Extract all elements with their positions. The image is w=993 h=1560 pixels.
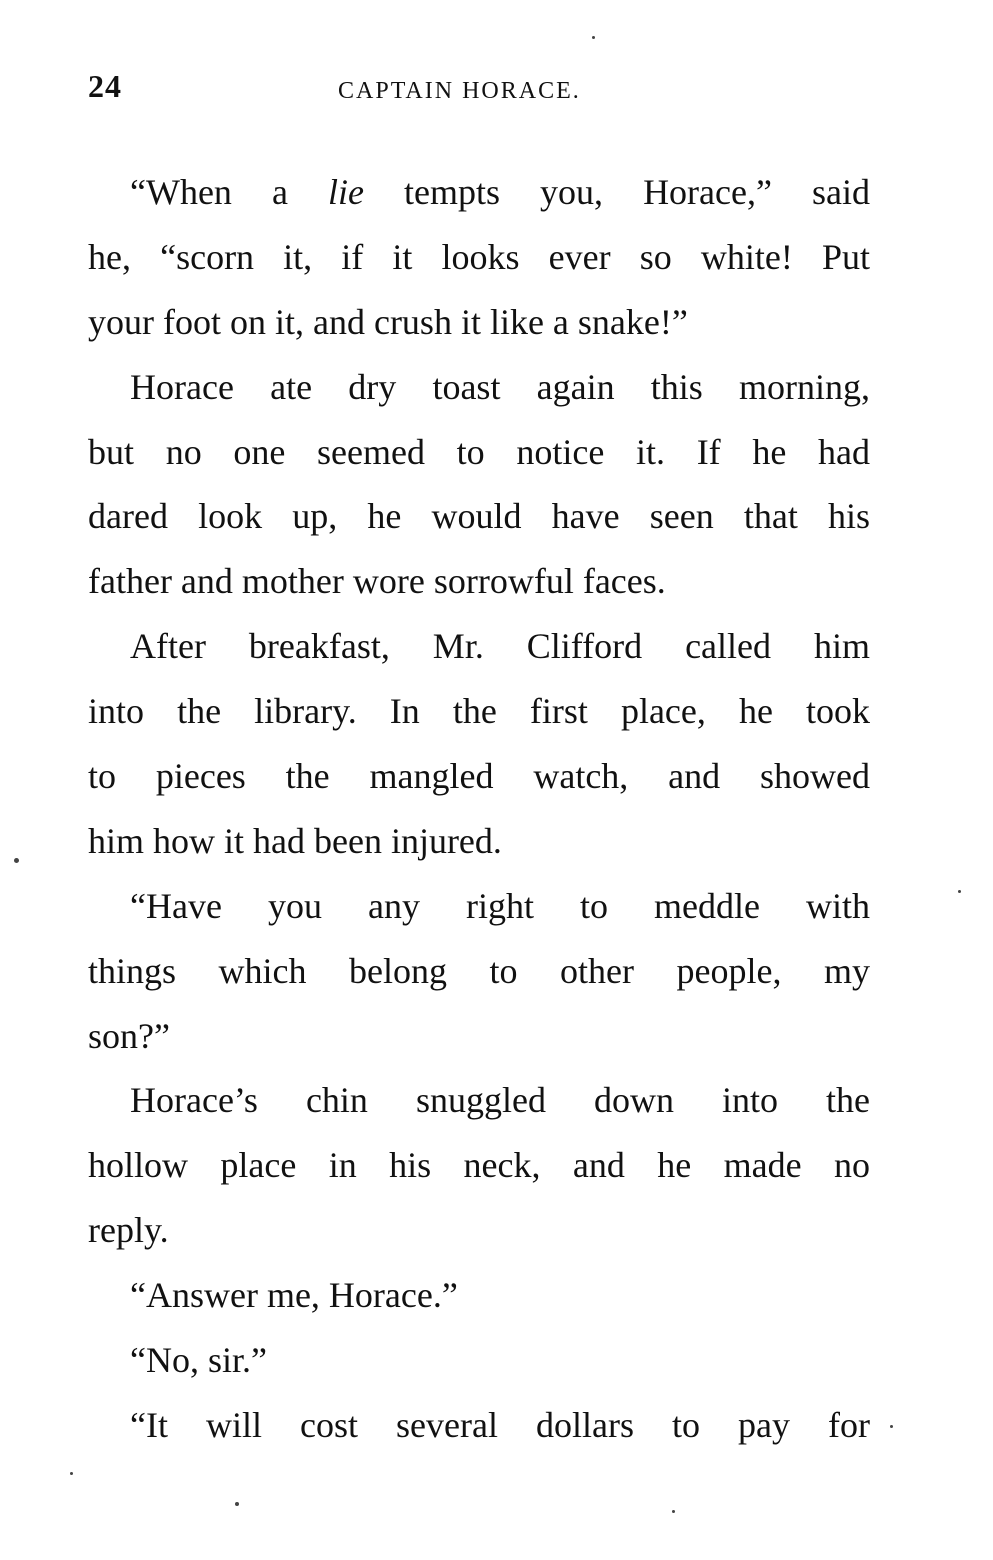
text-line	[88, 1198, 870, 1263]
scan-speck	[14, 858, 19, 863]
text-line	[88, 484, 870, 549]
scan-speck	[70, 1472, 73, 1475]
body-text	[88, 160, 870, 1458]
text-segment: “When a	[130, 172, 328, 212]
scan-speck	[672, 1510, 675, 1513]
running-head: CAPTAIN HORACE.	[338, 78, 581, 104]
scan-speck	[890, 1425, 893, 1428]
text-line	[88, 1133, 870, 1198]
scan-speck	[958, 890, 961, 893]
text-segment: things which belong to other people, my	[88, 950, 870, 991]
text-line	[88, 290, 870, 355]
text-segment: tempts you, Horace,” said	[363, 172, 870, 212]
text-segment: dared look up, he would have seen that his	[88, 496, 870, 537]
text-segment: but no one seemed to notice it. If he had	[88, 431, 870, 472]
text-segment: Horace ate dry toast again this morning,	[130, 366, 870, 407]
text-segment: After breakfast, Mr. Clifford called him	[130, 626, 870, 667]
text-segment: into the library. In the first place, he took	[88, 691, 870, 732]
emphasized-word: lie	[327, 172, 364, 212]
text-segment: reply.	[88, 1210, 169, 1251]
scan-speck	[592, 36, 595, 39]
text-segment: “Answer me, Horace.”	[130, 1275, 458, 1316]
text-segment: your foot on it, and crush it like a snake!”	[88, 301, 688, 342]
text-line	[88, 1263, 870, 1328]
text-segment: him how it had been injured.	[88, 820, 502, 861]
text-line	[88, 744, 870, 809]
page-number: 24	[88, 68, 122, 104]
text-line	[88, 939, 870, 1004]
text-line	[88, 1328, 870, 1393]
text-segment: hollow place in his neck, and he made no	[88, 1145, 870, 1186]
text-segment: father and mother wore sorrowful faces.	[88, 561, 666, 602]
text-segment: “Have you any right to meddle with	[130, 885, 870, 926]
text-line	[88, 679, 870, 744]
text-line	[88, 1004, 870, 1069]
text-line	[88, 1393, 870, 1458]
text-line	[88, 420, 870, 485]
page-header	[88, 68, 870, 114]
text-segment: son?”	[88, 1015, 170, 1056]
text-segment: he, “scorn it, if it looks ever so white! Put	[88, 236, 870, 277]
text-line	[88, 874, 870, 939]
text-line	[88, 549, 870, 614]
text-line	[88, 1068, 870, 1133]
text-line	[88, 160, 870, 225]
text-segment: Horace’s chin snuggled down into the	[130, 1080, 870, 1121]
text-line	[88, 614, 870, 679]
text-segment: “It will cost several dollars to pay for	[130, 1404, 870, 1445]
text-segment: to pieces the mangled watch, and showed	[88, 756, 870, 797]
text-line	[88, 225, 870, 290]
text-line	[88, 809, 870, 874]
scan-speck	[235, 1502, 239, 1506]
text-segment: “No, sir.”	[130, 1340, 267, 1381]
text-line	[88, 355, 870, 420]
